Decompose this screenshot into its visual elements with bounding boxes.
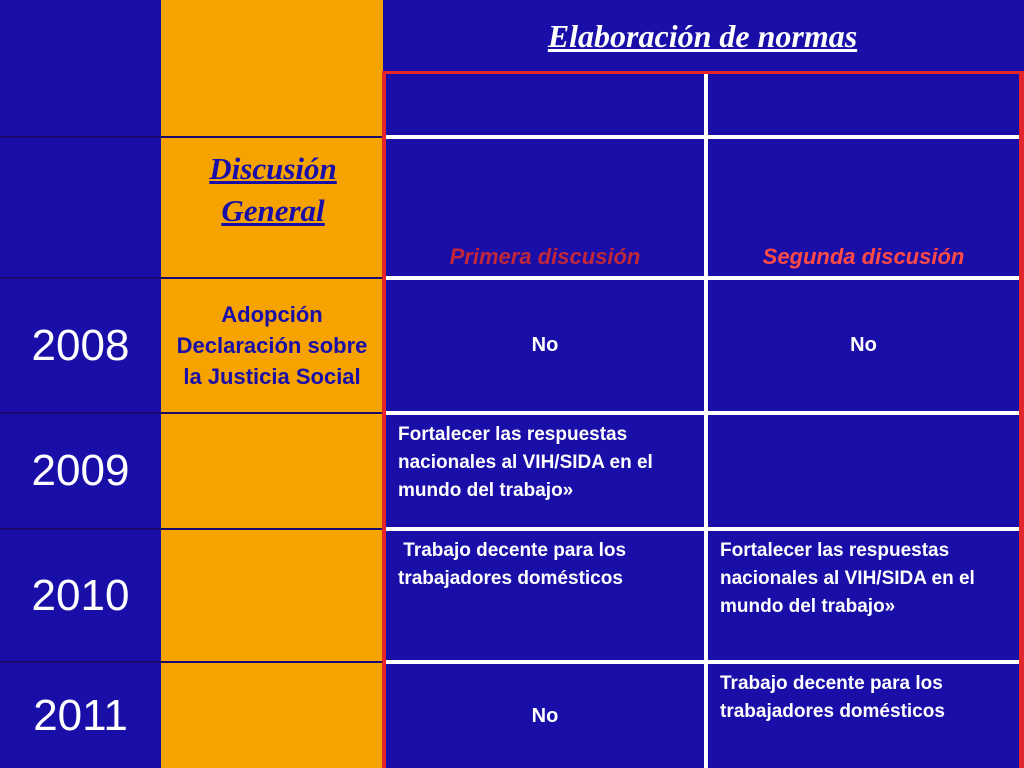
table-title: Elaboración de normas <box>547 17 858 54</box>
year-2008: 2008 <box>31 320 130 370</box>
first-discussion-header: Primera discusión <box>449 244 641 269</box>
second-discussion-2010: Fortalecer las respuestas nacionales al VIH/SIDA en el mundo del trabajo» <box>720 540 975 617</box>
general-discussion-2010 <box>167 530 377 661</box>
first-discussion-2011: No <box>531 704 559 727</box>
year-2010: 2010 <box>31 570 130 620</box>
general-discussion-2009 <box>167 414 377 528</box>
second-discussion-header: Segunda discusión <box>762 244 965 269</box>
year-2011: 2011 <box>33 690 128 740</box>
first-discussion-2009: Fortalecer las respuestas nacionales al VIH/SIDA en el mundo del trabajo» <box>398 424 653 501</box>
general-discussion-header: Discusión General <box>209 151 337 228</box>
second-discussion-2009 <box>708 415 1019 527</box>
second-discussion-2011: Trabajo decente para los trabajadores domésticos <box>720 673 945 722</box>
row-divider <box>0 136 383 138</box>
first-discussion-2008: No <box>531 334 559 356</box>
general-discussion-2011 <box>167 663 377 768</box>
second-discussion-2008: No <box>850 334 877 356</box>
first-discussion-2010: Trabajo decente para los trabajadores domésticos <box>398 540 632 589</box>
grid-right-red-line <box>1019 71 1024 768</box>
general-discussion-2008: Adopción Declaración sobre la Justicia Social <box>176 302 368 389</box>
year-2009: 2009 <box>31 446 130 495</box>
